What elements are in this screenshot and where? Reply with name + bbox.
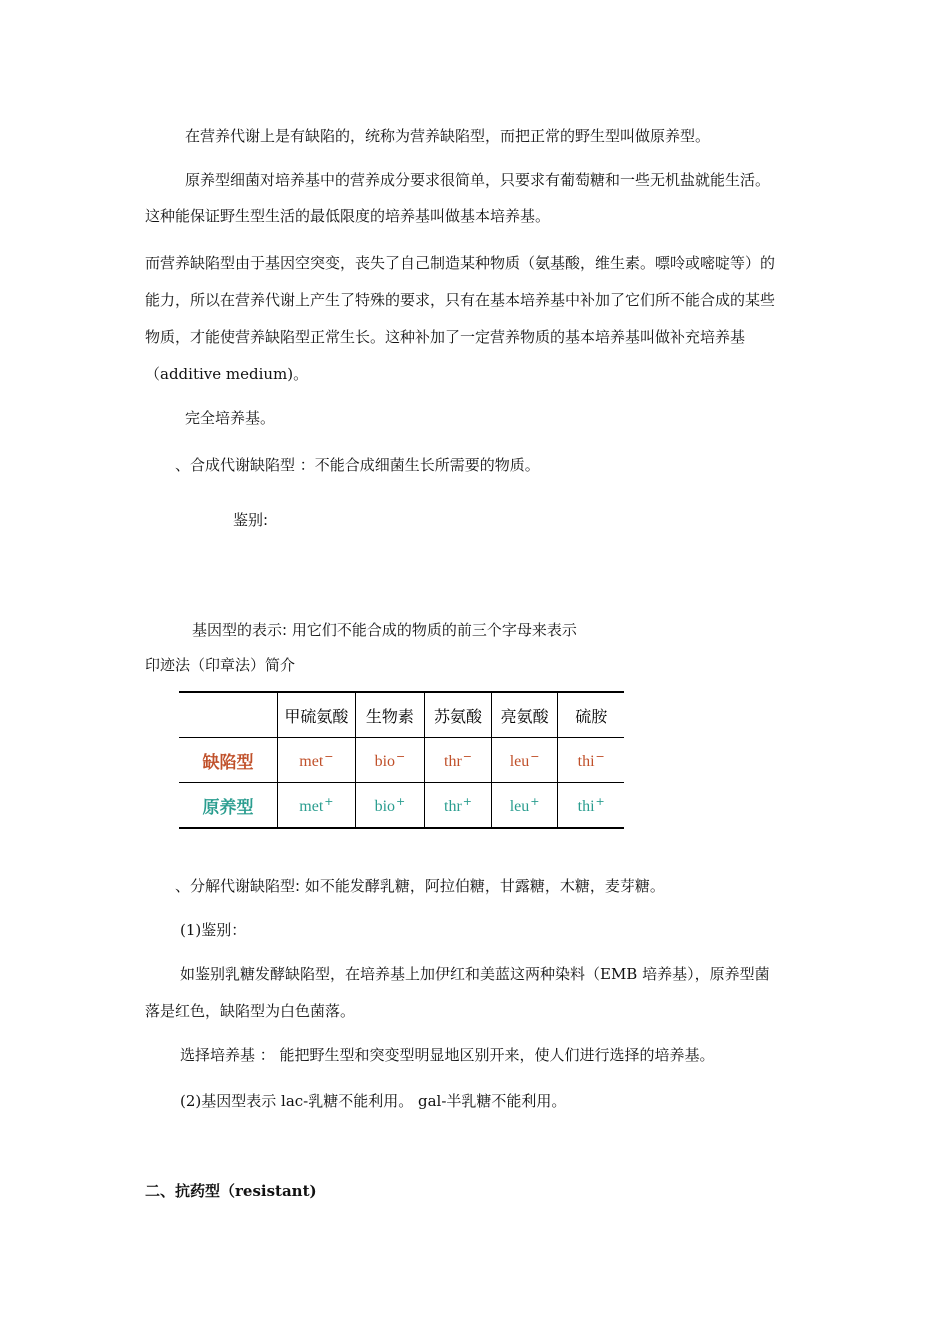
table-cell: met+ bbox=[278, 783, 356, 829]
paragraph-selective-medium: 选择培养基 ： 能把野生型和突变型明显地区别开来，使人们进行选择的培养基。 bbox=[180, 1046, 715, 1064]
paragraph-prototroph-line-2: 这种能保证野生型生活的最低限度的培养基叫做基本培养基。 bbox=[145, 207, 551, 225]
paragraph-emb-line-2: 落是红色，缺陷型为白色菌落。 bbox=[145, 1002, 356, 1020]
table-header-methionine: 甲硫氨酸 bbox=[278, 692, 356, 738]
table-cell: leu− bbox=[491, 738, 558, 783]
genotype-table bbox=[179, 691, 624, 829]
paragraph-genotype-notation: 基因型的表示: 用它们不能合成的物质的前三个字母来表示 bbox=[192, 621, 577, 639]
table-row-prototroph bbox=[179, 783, 624, 829]
table-header-empty bbox=[179, 692, 278, 738]
table-cell: thi− bbox=[558, 738, 624, 783]
table-header-leucine: 亮氨酸 bbox=[491, 692, 558, 738]
table-row-label-prototroph: 原养型 bbox=[179, 783, 278, 829]
paragraph-auxotroph-line-1: 而营养缺陷型由于基因空突变，丧失了自己制造某种物质（氨基酸，维生素。嘌呤或嘧啶等）的 bbox=[145, 254, 776, 272]
table-row-label-deficient: 缺陷型 bbox=[179, 738, 278, 783]
table-row-deficient bbox=[179, 738, 624, 783]
table-cell: thr− bbox=[425, 738, 492, 783]
paragraph-auxotroph-definition: 在营养代谢上是有缺陷的，统称为营养缺陷型，而把正常的野生型叫做原养型。 bbox=[185, 127, 711, 145]
table-cell: thi+ bbox=[558, 783, 624, 829]
label-identification: 鉴别: bbox=[233, 511, 269, 529]
paragraph-replica-plating: 印迹法（印章法）简介 bbox=[145, 656, 296, 674]
table-cell: met− bbox=[278, 738, 356, 783]
paragraph-anabolic-deficient: 、合成代谢缺陷型 ：不能合成细菌生长所需要的物质。 bbox=[175, 456, 540, 474]
table-header-row bbox=[179, 692, 624, 738]
section-heading-resistant: 二、抗药型（resistant) bbox=[145, 1182, 317, 1200]
paragraph-complete-medium: 完全培养基。 bbox=[185, 409, 276, 427]
table-cell: leu+ bbox=[491, 783, 558, 829]
paragraph-auxotroph-line-2: 能力，所以在营养代谢上产生了特殊的要求，只有在基本培养基中补加了它们所不能合成的某些 bbox=[145, 291, 776, 309]
paragraph-emb-line-1: 如鉴别乳糖发酵缺陷型，在培养基上加伊红和美蓝这两种染料（EMB 培养基），原养型菌 bbox=[180, 965, 770, 983]
table-header-threonine: 苏氨酸 bbox=[425, 692, 492, 738]
paragraph-genotype-lac-gal: (2)基因型表示 lac-乳糖不能利用。 gal-半乳糖不能利用。 bbox=[180, 1092, 567, 1110]
paragraph-auxotroph-line-4: （additive medium)。 bbox=[145, 365, 309, 383]
table-cell: bio− bbox=[355, 738, 425, 783]
table-cell: thr+ bbox=[425, 783, 492, 829]
table-cell: bio+ bbox=[355, 783, 425, 829]
label-identification-1: (1)鉴别： bbox=[180, 921, 247, 939]
paragraph-prototroph-line-1: 原养型细菌对培养基中的营养成分要求很简单，只要求有葡萄糖和一些无机盐就能生活。 bbox=[185, 171, 771, 189]
paragraph-catabolic-deficient: 、分解代谢缺陷型: 如不能发酵乳糖，阿拉伯糖，甘露糖，木糖，麦芽糖。 bbox=[175, 877, 665, 895]
paragraph-auxotroph-line-3: 物质，才能使营养缺陷型正常生长。这种补加了一定营养物质的基本培养基叫做补充培养基 bbox=[145, 328, 746, 346]
table-header-thiamine: 硫胺 bbox=[558, 692, 624, 738]
table-header-biotin: 生物素 bbox=[355, 692, 425, 738]
